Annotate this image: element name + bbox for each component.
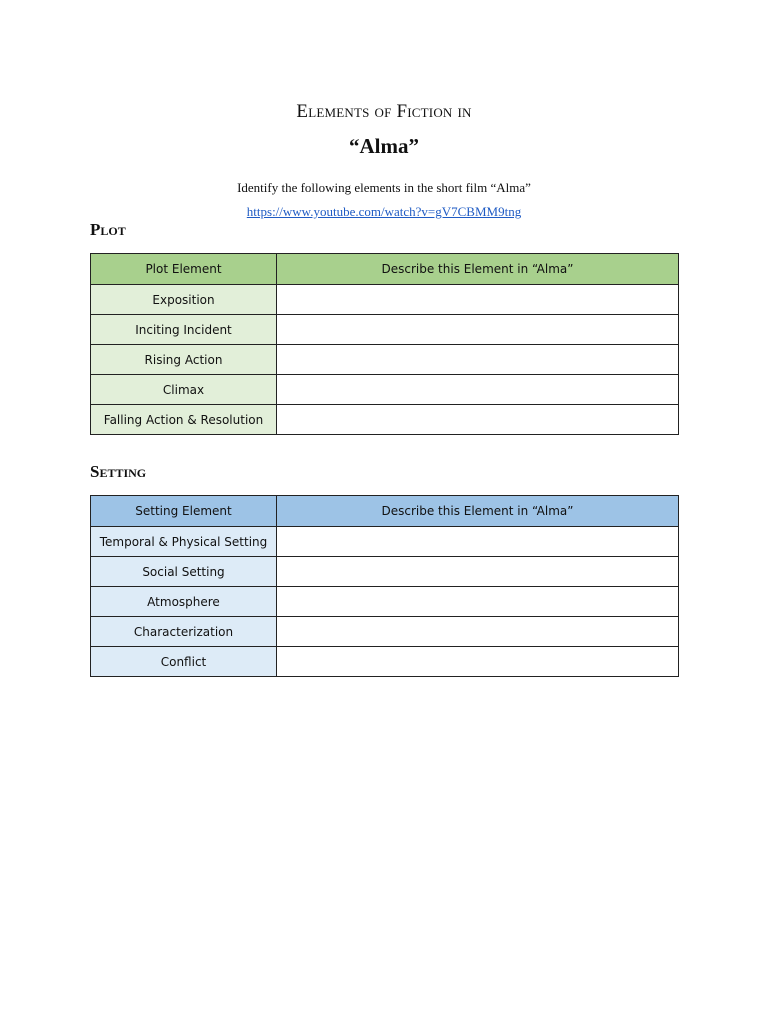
table-row [91,285,679,315]
setting-description-cell[interactable] [277,557,679,587]
plot-description-cell[interactable] [277,375,679,405]
table-row [91,587,679,617]
plot-element-label: Rising Action [91,345,277,375]
plot-element-label: Falling Action & Resolution [91,405,277,435]
setting-element-label: Conflict [91,647,277,677]
setting-heading: Setting [90,462,147,481]
table-row [91,375,679,405]
setting-description-cell[interactable] [277,617,679,647]
plot-description-header: Describe this Element in “Alma” [277,254,679,285]
plot-table [90,253,679,435]
document-title: Elements of Fiction in [296,101,472,122]
instructions-text: Identify the following elements in the short film “Alma” [237,180,531,195]
table-row [91,557,679,587]
setting-description-cell[interactable] [277,587,679,617]
plot-element-header: Plot Element [91,254,277,285]
video-link-line [0,204,768,220]
video-link[interactable]: https://www.youtube.com/watch?v=gV7CBMM9tng [246,204,522,219]
table-row [91,315,679,345]
plot-description-cell[interactable] [277,315,679,345]
plot-table-header-row [91,254,679,285]
setting-description-cell[interactable] [277,527,679,557]
table-row [91,527,679,557]
setting-element-header: Setting Element [91,496,277,527]
setting-element-label: Characterization [91,617,277,647]
document-subtitle: “Alma” [349,134,419,158]
plot-element-label: Exposition [91,285,277,315]
table-row [91,617,679,647]
setting-description-header: Describe this Element in “Alma” [277,496,679,527]
setting-table [90,495,679,677]
setting-table-header-row [91,496,679,527]
plot-element-label: Climax [91,375,277,405]
table-row [91,345,679,375]
table-row [91,405,679,435]
plot-description-cell[interactable] [277,345,679,375]
setting-element-label: Social Setting [91,557,277,587]
setting-element-label: Atmosphere [91,587,277,617]
plot-description-cell[interactable] [277,405,679,435]
plot-heading: Plot [90,220,126,239]
table-row [91,647,679,677]
plot-description-cell[interactable] [277,285,679,315]
setting-description-cell[interactable] [277,647,679,677]
setting-element-label: Temporal & Physical Setting [91,527,277,557]
plot-element-label: Inciting Incident [91,315,277,345]
